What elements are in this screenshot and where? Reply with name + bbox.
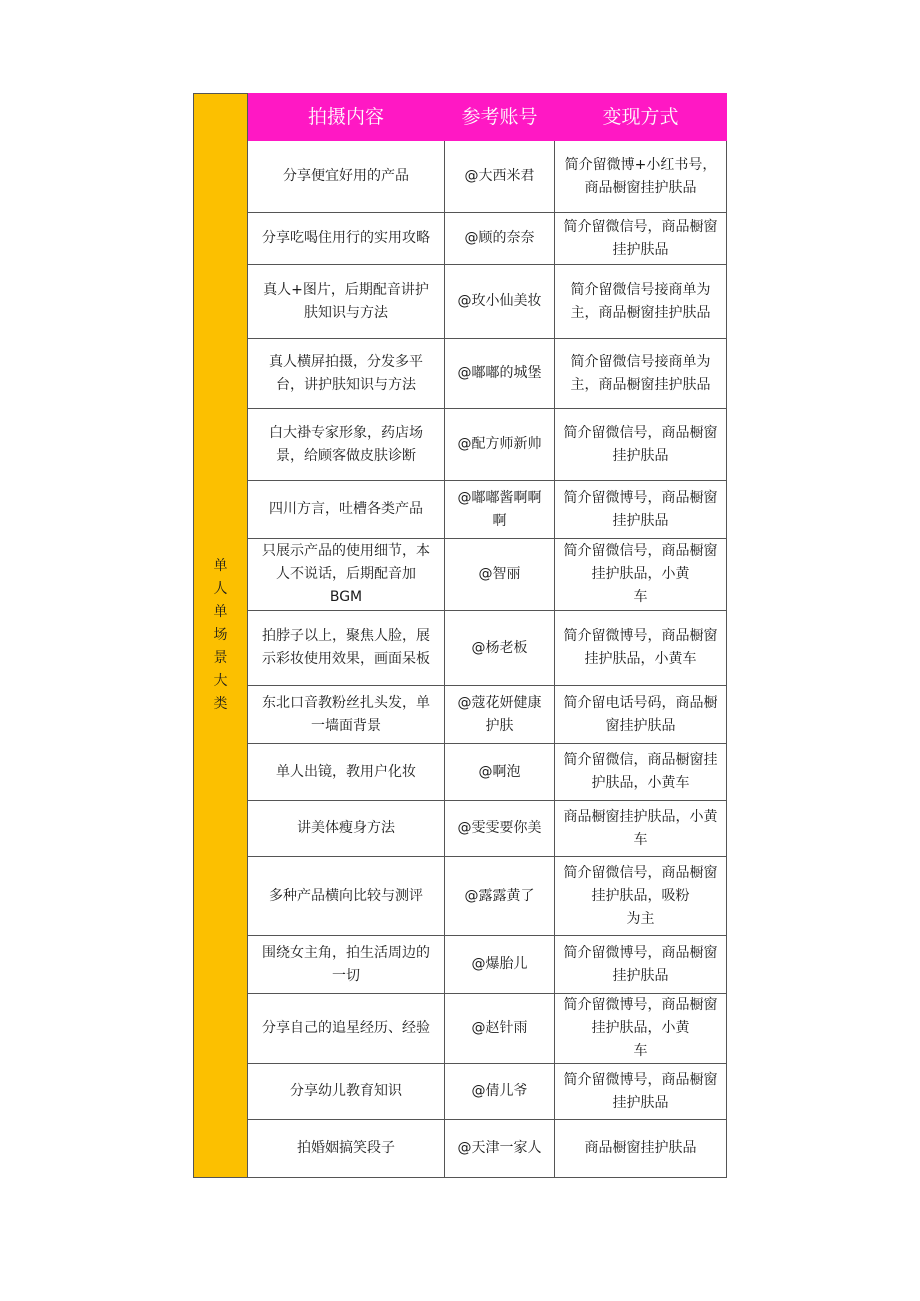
content-cell: 白大褂专家形象，药店场 景，给顾客做皮肤诊断 [248,409,445,481]
monetization-cell: 简介留微信号，商品橱窗 挂护肤品 [555,213,727,265]
monetization-cell: 简介留电话号码，商品橱 窗挂护肤品 [555,686,727,744]
header-content: 拍摄内容 [248,94,445,141]
table-row [194,994,727,1064]
monetization-cell: 商品橱窗挂护肤品，小黄 车 [555,801,727,857]
content-cell: 拍婚姻搞笑段子 [248,1120,445,1178]
monetization-cell: 简介留微博号，商品橱窗 挂护肤品，小黄 车 [555,994,727,1064]
account-cell: @顾的奈奈 [445,213,555,265]
monetization-cell: 简介留微信号接商单为 主，商品橱窗挂护肤品 [555,265,727,339]
account-cell: @配方师新帅 [445,409,555,481]
content-cell: 单人出镜，教用户化妆 [248,744,445,801]
table-row [194,481,727,539]
monetization-cell: 商品橱窗挂护肤品 [555,1120,727,1178]
monetization-cell: 简介留微信号，商品橱窗 挂护肤品 [555,409,727,481]
content-cell: 只展示产品的使用细节，本 人不说话，后期配音加 BGM [248,539,445,611]
table-row [194,409,727,481]
table-row [194,611,727,686]
monetization-cell: 简介留微信，商品橱窗挂 护肤品，小黄车 [555,744,727,801]
content-cell: 讲美体瘦身方法 [248,801,445,857]
account-cell: @雯雯要你美 [445,801,555,857]
monetization-cell: 简介留微博号，商品橱窗 挂护肤品 [555,1064,727,1120]
content-cell: 多种产品横向比较与测评 [248,857,445,936]
content-cell: 真人+图片，后期配音讲护 肤知识与方法 [248,265,445,339]
monetization-cell: 简介留微博号，商品橱窗 挂护肤品 [555,936,727,994]
monetization-cell: 简介留微信号，商品橱窗 挂护肤品，小黄 车 [555,539,727,611]
account-cell: @啊泡 [445,744,555,801]
account-cell: @蔻花妍健康 护肤 [445,686,555,744]
table-row [194,744,727,801]
table-row [194,539,727,611]
content-cell: 东北口音教粉丝扎头发，单 一墙面背景 [248,686,445,744]
header-account: 参考账号 [445,94,555,141]
table-row [194,1064,727,1120]
content-cell: 围绕女主角，拍生活周边的 一切 [248,936,445,994]
account-cell: @天津一家人 [445,1120,555,1178]
account-cell: @大西米君 [445,141,555,213]
category-label: 单人单场景大类 [213,558,228,712]
content-cell: 拍脖子以上，聚焦人脸，展 示彩妆使用效果，画面呆板 [248,611,445,686]
table-row [194,141,727,213]
account-cell: @智丽 [445,539,555,611]
content-table [193,93,727,1178]
table-row [194,339,727,409]
account-cell: @杨老板 [445,611,555,686]
monetization-cell: 简介留微博号，商品橱窗 挂护肤品 [555,481,727,539]
table-body [194,94,727,1178]
table-row [194,213,727,265]
table-row [194,936,727,994]
content-cell: 分享便宜好用的产品 [248,141,445,213]
monetization-cell: 简介留微信号接商单为 主，商品橱窗挂护肤品 [555,339,727,409]
monetization-cell: 简介留微博号，商品橱窗 挂护肤品，小黄车 [555,611,727,686]
header-row [194,94,727,141]
account-cell: @爆胎儿 [445,936,555,994]
table-row [194,686,727,744]
content-cell: 四川方言，吐槽各类产品 [248,481,445,539]
content-cell: 分享吃喝住用行的实用攻略 [248,213,445,265]
content-cell: 真人横屏拍摄，分发多平 台，讲护肤知识与方法 [248,339,445,409]
monetization-cell: 简介留微博+小红书号， 商品橱窗挂护肤品 [555,141,727,213]
account-cell: @赵针雨 [445,994,555,1064]
monetization-cell: 简介留微信号，商品橱窗 挂护肤品，吸粉 为主 [555,857,727,936]
table-row [194,801,727,857]
account-cell: @露露黄了 [445,857,555,936]
account-cell: @倩儿爷 [445,1064,555,1120]
table-row [194,1120,727,1178]
table-row [194,265,727,339]
header-monetization: 变现方式 [555,94,727,141]
category-cell [194,94,248,1178]
account-cell: @嘟嘟酱啊啊 啊 [445,481,555,539]
content-cell: 分享自己的追星经历、经验 [248,994,445,1064]
account-cell: @嘟嘟的城堡 [445,339,555,409]
account-cell: @玫小仙美妆 [445,265,555,339]
content-cell: 分享幼儿教育知识 [248,1064,445,1120]
table-row [194,857,727,936]
